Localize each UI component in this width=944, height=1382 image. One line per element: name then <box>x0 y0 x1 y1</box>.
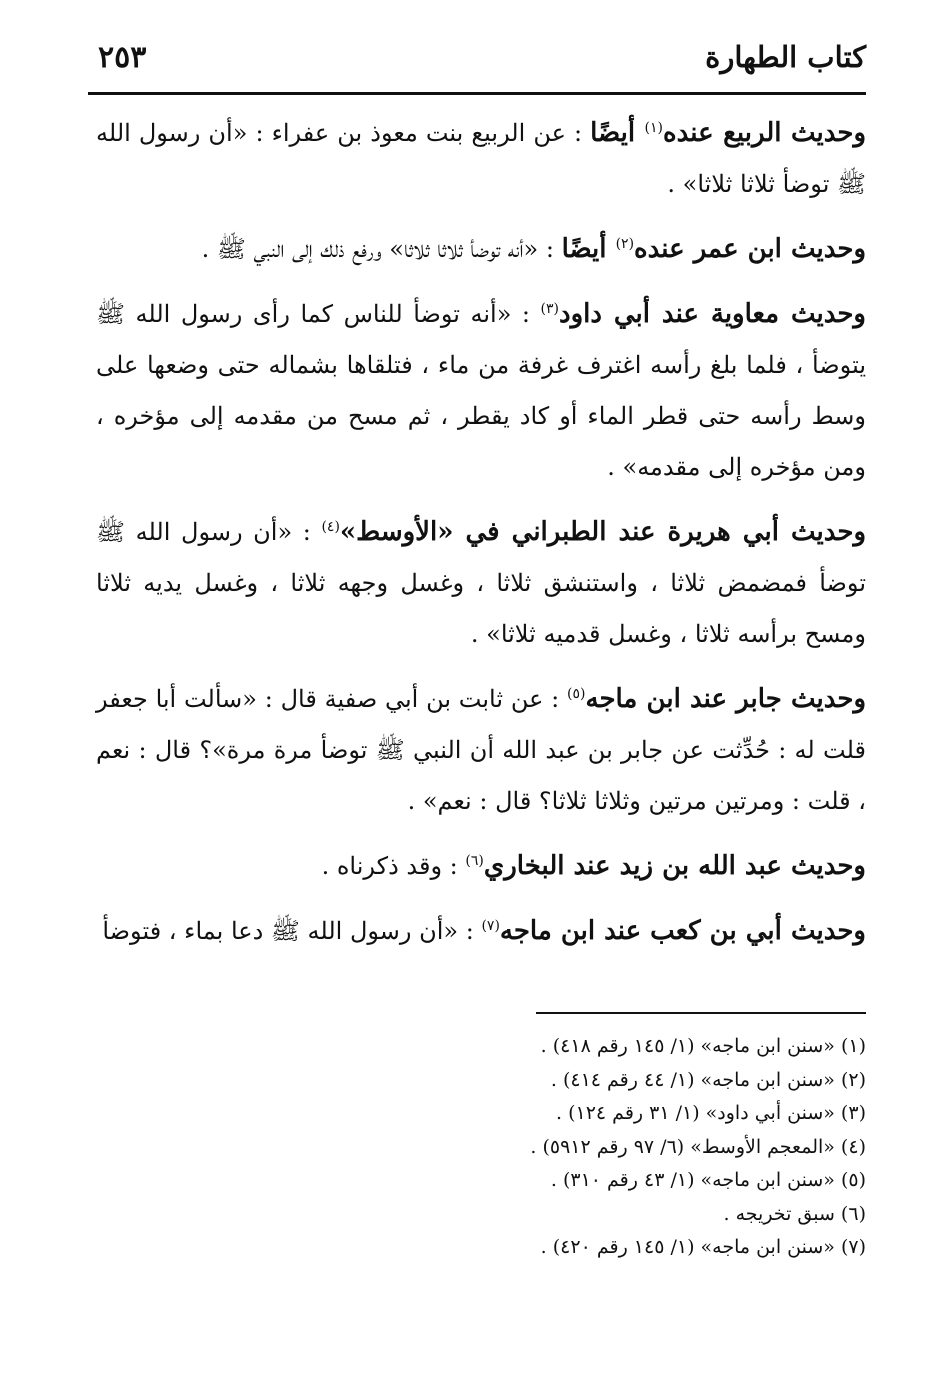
footnote: (٢) «سنن ابن ماجه» (١/ ٤٤ رقم ٤١٤) . <box>550 1068 866 1091</box>
paragraph <box>96 841 866 892</box>
paragraph-text: : عن الربيع بنت معوذ بن عفراء : «أن رسول الله ﷺ توضأ ثلاثا ثلاثا» . <box>96 119 866 198</box>
hadith-lead-continued: أيضًا <box>561 234 616 264</box>
hadith-lead: وحديث أبي هريرة عند الطبراني في «الأوسط» <box>339 517 867 547</box>
hadith-lead: وحديث ابن عمر عنده <box>634 234 866 264</box>
hadith-lead: وحديث أبي بن كعب عند ابن ماجه <box>499 916 866 946</box>
footnote: (٦) سبق تخريجه . <box>723 1202 866 1225</box>
page-number: ٢٥٣ <box>98 40 147 75</box>
paragraph-text: : «أنه توضأ للناس كما رأى رسول الله ﷺ يتوضأ ، فلما بلغ رأسه اغترف غرفة من ماء ، فتلقاها بشماله حتى وضعها على وسط رأسه حتى قطر الماء أو كاد يقطر ، ثم مسح من مقدمه إلى مؤخره ، ومن مؤخره إلى مقدمه» . <box>96 300 866 481</box>
paragraph-text: : عن ثابت بن أبي صفية قال : «سألت أبا جعفر قلت له : حُدِّثت عن جابر بن عبد الله أن النبي ﷺ توضأ مرة مرة»؟ قال : نعم ، قلت : ومرتين مرتين وثلاثا ثلاثا؟ قال : نعم» . <box>96 685 866 815</box>
footnote: (٣) «سنن أبي داود» (١/ ٣١ رقم ١٢٤) . <box>556 1102 866 1124</box>
paragraph <box>96 108 866 210</box>
hadith-lead: وحديث الربيع عنده <box>662 118 867 148</box>
body-text <box>96 108 866 971</box>
paragraph <box>96 507 866 660</box>
paragraph-text: : وقد ذكرناه . <box>321 852 466 880</box>
paragraph <box>96 289 866 493</box>
hadith-lead: وحديث عبد الله بن زيد عند البخاري <box>483 851 866 881</box>
paragraph <box>96 674 866 827</box>
footnote-ref[interactable]: (٧) <box>481 918 500 934</box>
footnote: (٥) «سنن ابن ماجه» (١/ ٤٣ رقم ٣١٠) . <box>550 1169 866 1191</box>
paragraph <box>96 224 866 275</box>
footnote-ref[interactable]: (٦) <box>465 853 484 869</box>
paragraph-text: : «أن رسول الله ﷺ توضأ فمضمض ثلاثا ، واستنشق ثلاثا ، وغسل وجهه ثلاثا ، وغسل يديه ثلاثا ومسح برأسه ثلاثا ، وغسل قدميه ثلاثا» . <box>96 518 866 648</box>
paragraph-text: : «أن رسول الله ﷺ دعا بماء ، فتوضأ <box>102 917 482 945</box>
hadith-lead: وحديث معاوية عند أبي داود <box>558 299 866 329</box>
footnote-ref[interactable]: (١) <box>644 120 663 136</box>
footnote: (٤) «المعجم الأوسط» (٦/ ٩٧ رقم ٥٩١٢) . <box>530 1135 866 1158</box>
footnote-separator <box>536 1012 866 1014</box>
footnote: (٧) «سنن ابن ماجه» (١/ ١٤٥ رقم ٤٢٠) . <box>540 1236 866 1258</box>
footnote-ref[interactable]: (٣) <box>540 301 559 317</box>
hadith-lead-continued: أيضًا <box>590 118 645 148</box>
footnote-ref[interactable]: (٢) <box>615 236 635 252</box>
hadith-lead: وحديث جابر عند ابن ماجه <box>585 684 866 714</box>
page-header <box>88 38 866 95</box>
book-title: كتاب الطهارة <box>705 40 866 74</box>
footnote: (١) «سنن ابن ماجه» (١/ ١٤٥ رقم ٤١٨) . <box>540 1035 866 1057</box>
paragraph <box>96 906 866 957</box>
footnote-ref[interactable]: (٤) <box>321 519 340 535</box>
footnote-ref[interactable]: (٥) <box>567 686 586 702</box>
paragraph-text: : «أنه توضأ ثلاثا ثلاثا» ورفع ذلك إلى النبي ﷺ . <box>201 235 562 263</box>
footnotes <box>120 1030 866 1265</box>
